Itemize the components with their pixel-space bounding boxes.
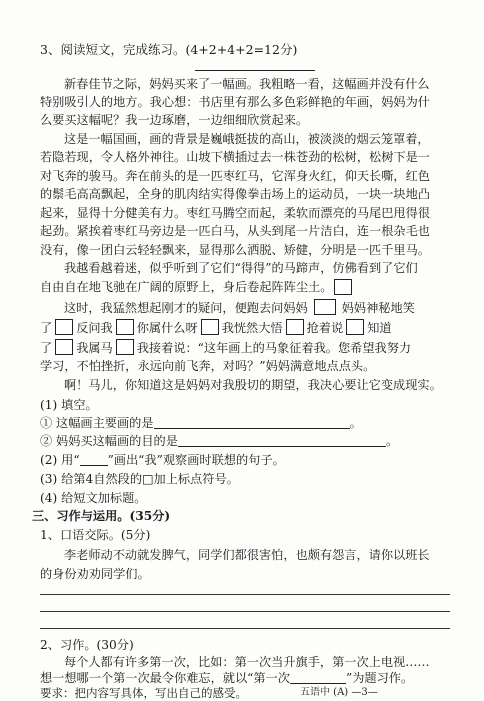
punctuation-box[interactable] (116, 339, 134, 355)
punctuation-box[interactable] (314, 299, 336, 315)
passage-fragment: 我恍然大悟 (221, 321, 283, 335)
underline-sample (80, 453, 108, 466)
composition-text: 每个人都有许多第一次，比如：第一次当升旗手，第一次上电视…… (64, 655, 430, 669)
composition-text-a: 想一想哪一个第一次最令你难忘，就以“第一次 (40, 671, 290, 685)
question-2-text-b: ”画出“我”观察画时联想的句子。 (107, 453, 285, 467)
question-2 (40, 452, 285, 468)
passage-fragment: 反问我 (76, 321, 113, 335)
section3-title: 3、阅读短文，完成练习。(4+2+4+2=12分) (40, 42, 298, 57)
answer-line[interactable] (40, 594, 450, 595)
composition-requirement: 要求：把内容写具体，写出自己的感受。 (40, 686, 247, 700)
question-3: (3) 给第4自然段的□加上标点符号。 (40, 472, 239, 486)
punctuation-box[interactable] (116, 319, 134, 335)
passage-line: 的鬃毛高高飘起，全身的肌肉结实得像拳击场上的运动员，一块一块地凸 (40, 187, 430, 201)
oral-text: 的身份劝劝同学们。 (40, 567, 150, 581)
passage-line: 啊！马儿，你知道这是妈妈对我殷切的期望，我决心要让它变成现实。 (64, 378, 442, 392)
question-1b-text: ② 妈妈买这幅画的目的是 (40, 434, 178, 448)
question-1b (40, 433, 398, 449)
question-2-text-a: (2) 用“ (40, 453, 80, 467)
punctuation-box[interactable] (346, 319, 364, 335)
passage-fragment: 这时，我猛然想起刚才的疑问，便跑去问妈妈 (64, 301, 308, 315)
title-blank[interactable] (290, 671, 346, 684)
passage-line: 新春佳节之际，妈妈买来了一幅画。我粗略一看，这幅画并没有什么 (64, 77, 430, 91)
period-mark: 。 (349, 416, 362, 430)
passage-fragment: 知道 (367, 321, 392, 335)
answer-blank[interactable] (178, 434, 386, 447)
page-footer: 五语中 (A) —3— (300, 687, 378, 698)
passage-line: 起劲。紧挨着枣红马旁边是一匹白马，从头到尾一片洁白，连一根杂毛也 (40, 224, 430, 238)
oral-title: 1、口语交际。(5分) (40, 528, 151, 542)
passage-line-with-boxes (40, 339, 411, 356)
punctuation-box[interactable] (286, 319, 304, 335)
question-4: (4) 给短文加标题。 (40, 491, 147, 505)
composition-title-visible: 2、习作。(30分) (40, 638, 134, 652)
passage-line: 对飞奔的骏马。奔在前头的是一匹枣红马，它浑身火红，仰天长嘶，红色 (40, 169, 430, 183)
oral-text: 李老师动不动就发脾气，同学们都很害怕，也颇有怨言，请你以班长 (64, 548, 430, 562)
period-mark: 。 (385, 434, 399, 448)
question-1: (1) 填空。 (40, 398, 98, 412)
passage-line-with-boxes (64, 299, 415, 316)
passage-line: 没有，像一团白云轻轻飘来，显得那么洒脱、矫健，分明是一匹千里马。 (40, 243, 430, 257)
passage-line: 这是一幅国画，画的背景是巍峨挺拔的高山，被淡淡的烟云笼罩着， (64, 132, 430, 146)
passage-line: 若隐若现，令人格外神往。山坡下横插过去一株苍劲的松树，松树下是一 (40, 150, 430, 164)
passage-fragment: 抢着说 (306, 321, 344, 335)
passage-fragment: 妈妈神秘地笑 (341, 301, 415, 315)
passage-fragment: 了 (40, 321, 53, 335)
passage-line: 么要买这幅呢？我一边琢磨，一边细细欣赏起来。 (40, 113, 309, 127)
passage-fragment: 你属什么呀 (136, 321, 198, 335)
composition-text-b: ”为题习作。 (345, 671, 414, 685)
answer-line[interactable] (40, 628, 450, 629)
composition-text-with-blank (40, 670, 413, 686)
passage-line: 起来，显得十分健美有力。枣红马腾空而起，柔软而漂亮的马尾巴甩得很 (40, 206, 430, 220)
section-three-title: 三、习作与运用。(35分) (32, 509, 171, 523)
passage-line-with-boxes (40, 319, 392, 336)
question-1a-text: ① 这幅画主要画的是 (40, 416, 154, 430)
passage-fragment: 我属马 (76, 341, 113, 355)
punctuation-box[interactable] (334, 279, 352, 295)
passage-fragment: 我接着说：“这年画上的马象征着我。您希望我努力 (136, 341, 412, 355)
passage-line: 自由自在地飞驰在广阔的原野上，身后卷起阵阵尘土。 (40, 280, 333, 294)
passage-line: 学习，不怕挫折，永远向前飞奔，对吗？”妈妈满意地点点头。 (40, 359, 376, 373)
answer-blank[interactable] (154, 416, 350, 429)
answer-line[interactable] (40, 611, 450, 612)
passage-line: 我越看越着迷，似乎听到了它们“得得”的马蹄声，仿佛看到了它们 (64, 261, 418, 275)
punctuation-box[interactable] (201, 319, 219, 335)
punctuation-box[interactable] (55, 319, 73, 335)
title-underline (195, 70, 315, 71)
passage-fragment: 了 (40, 341, 53, 355)
punctuation-box[interactable] (55, 339, 73, 355)
passage-line: 特别吸引人的地方。我心想：书店里有那么多色彩鲜艳的年画，妈妈为什 (40, 95, 430, 109)
question-1a (40, 415, 362, 431)
